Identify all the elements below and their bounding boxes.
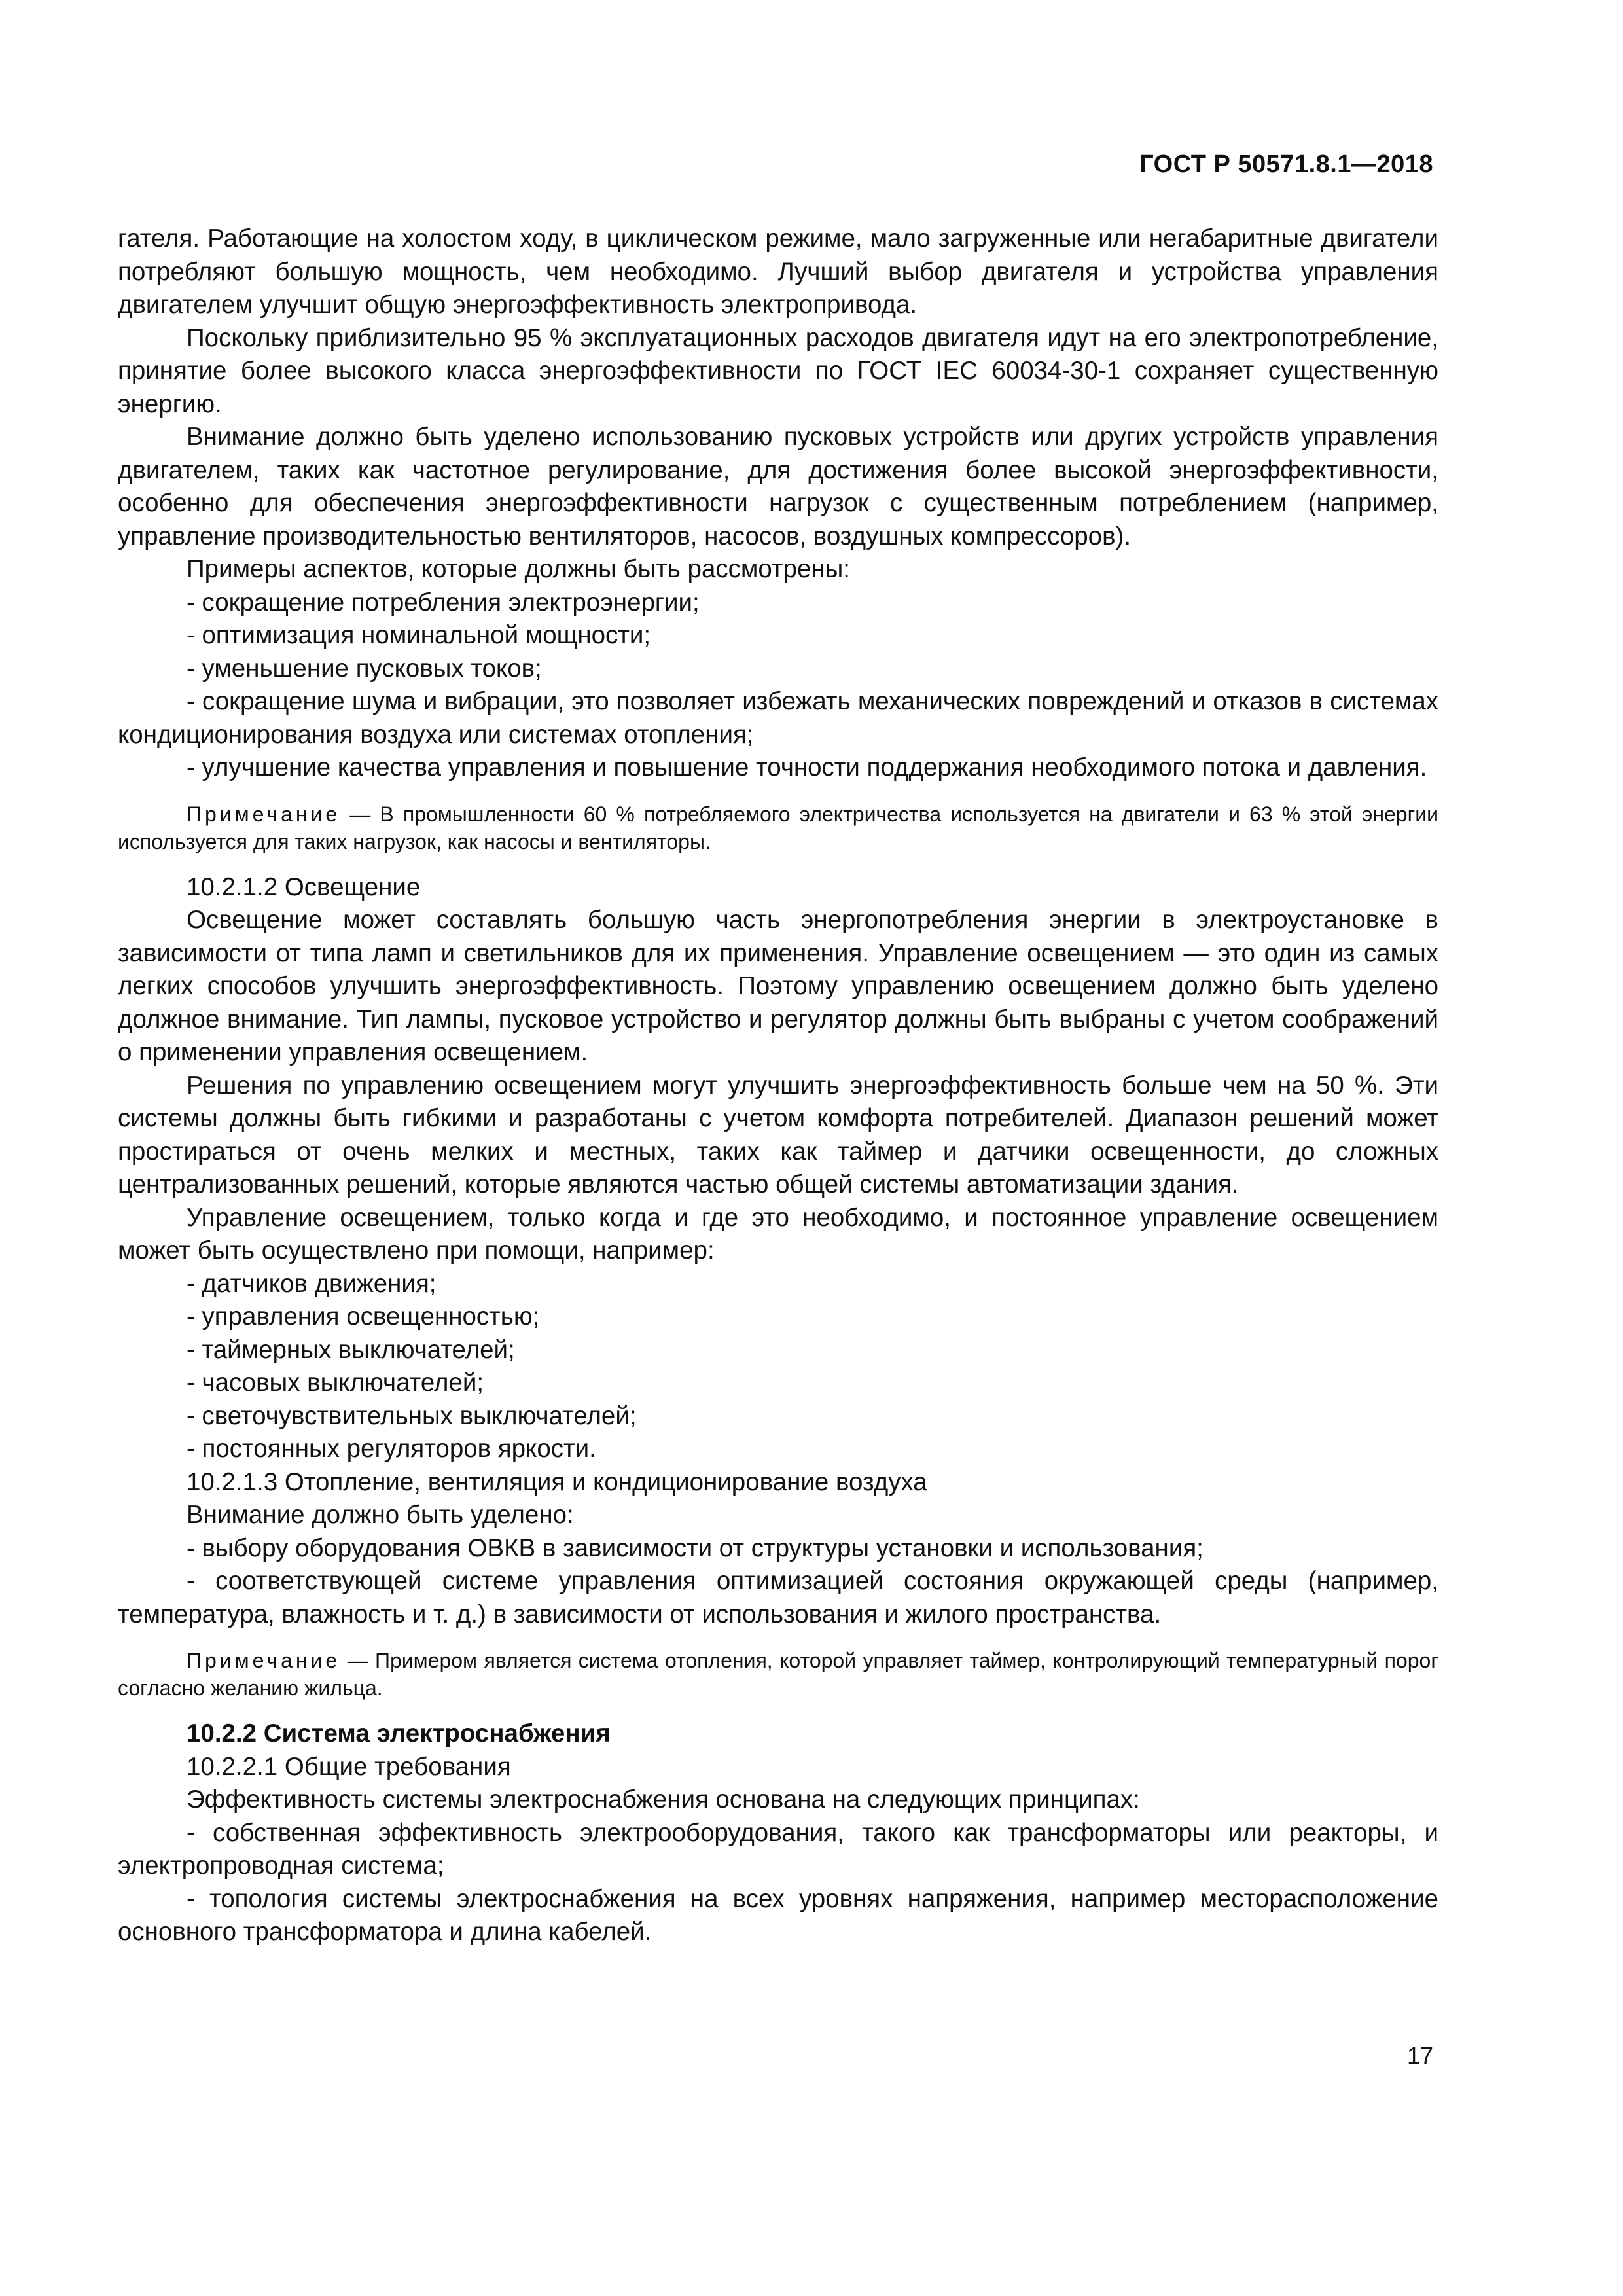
paragraph: Внимание должно быть уделено использованию пусковых устройств или других устройств управления двигателем, таких как частотное регулирование, для достижения более высокой энергоэффективности, особенно для обеспечения энергоэффективности нагрузок с существенным потреблением (например, управление производительностью вентиляторов, насосов, воздушных компрессоров).: [118, 423, 1438, 550]
list-hvac: [118, 1532, 1438, 1632]
page-number: 17: [1406, 2042, 1433, 2069]
list-item: - светочувствительных выключателей;: [187, 1401, 637, 1430]
note-text: — Примером является система отопления, которой управляет таймер, контролирующий температурный порог согласно желанию жильца.: [118, 1649, 1438, 1700]
paragraph: Управление освещением, только когда и где это необходимо, и постоянное управление освещением может быть осуществлено при помощи, например:: [118, 1203, 1438, 1265]
note-label: Примечание: [187, 1649, 341, 1672]
paragraph: Освещение может составлять большую часть энергопотребления энергии в электроустановке в зависимости от типа ламп и светильников для их применения. Управление освещением — это один из самых легких способов улучшить энергоэффективность. Поэтому управлению освещением должно быть уделено должное внимание. Тип лампы, пусковое устройство и регулятор должны быть выбраны с учетом соображений о применении управления освещением.: [118, 906, 1438, 1066]
list-item: - таймерных выключателей;: [187, 1335, 515, 1364]
section-heading: 10.2.1.2 Освещение: [187, 872, 421, 901]
list-item: - уменьшение пусковых токов;: [187, 654, 542, 683]
note-text: — В промышленности 60 % потребляемого электричества используется на двигатели и 63 % этой энергии используется для таких нагрузок, как насосы и вентиляторы.: [118, 802, 1438, 853]
list-item: - оптимизация номинальной мощности;: [187, 621, 651, 649]
list-item: - датчиков движения;: [187, 1269, 437, 1298]
paragraph: Примеры аспектов, которые должны быть рассмотрены:: [187, 555, 850, 583]
list-item: - улучшение качества управления и повышение точности поддержания необходимого потока и давления.: [187, 753, 1427, 781]
list-item: - выбору оборудования ОВКВ в зависимости от структуры установки и использования;: [187, 1534, 1204, 1562]
page-content: [118, 223, 1438, 1949]
section-heading: 10.2.2.1 Общие требования: [187, 1752, 511, 1781]
paragraph: Решения по управлению освещением могут улучшить энергоэффективность больше чем на 50 %. Эти системы должны быть гибкими и разработаны с учетом комфорта потребителей. Диапазон решений может простираться от очень мелких и местных, таких как таймер и датчики освещенности, до сложных централизованных решений, которые являются частью общей системы автоматизации здания.: [118, 1071, 1438, 1198]
paragraph: Эффективность системы электроснабжения основана на следующих принципах:: [187, 1785, 1140, 1814]
paragraph: гателя. Работающие на холостом ходу, в циклическом режиме, мало загруженные или негабаритные двигатели потребляют большую мощность, чем необходимо. Лучший выбор двигателя и устройства управления двигателем улучшит общую энергоэффективность электропривода.: [118, 224, 1438, 319]
paragraph: Поскольку приблизительно 95 % эксплуатационных расходов двигателя идут на его электропотребление, принятие более высокого класса энергоэффективности по ГОСТ IEC 60034-30-1 сохраняет существенную энергию.: [118, 323, 1438, 418]
list-power-supply: [118, 1817, 1438, 1949]
list-item: - управления освещенностью;: [187, 1302, 540, 1331]
list-item: - собственная эффективность электрооборудования, такого как трансформаторы или реакторы, и электропроводная система;: [118, 1818, 1438, 1880]
list-item: - постоянных регуляторов яркости.: [187, 1435, 596, 1463]
list-item: - часовых выключателей;: [187, 1369, 484, 1397]
section-heading-bold: 10.2.2 Система электроснабжения: [187, 1719, 611, 1748]
list-aspects: [118, 586, 1438, 785]
section-heading: 10.2.1.3 Отопление, вентиляция и кондиционирование воздуха: [187, 1467, 927, 1496]
list-item: - сокращение потребления электроэнергии;: [187, 588, 700, 617]
note-label: Примечание: [187, 802, 341, 826]
list-item: - соответствующей системе управления оптимизацией состояния окружающей среды (например, температура, влажность и т. д.) в зависимости от использования и жилого пространства.: [118, 1567, 1438, 1628]
paragraph: Внимание должно быть уделено:: [187, 1501, 574, 1529]
list-item: - сокращение шума и вибрации, это позволяет избежать механических повреждений и отказов в системах кондиционирования воздуха или системах отопления;: [118, 687, 1438, 749]
list-item: - топология системы электроснабжения на всех уровнях напряжения, например месторасположение основного трансформатора и длина кабелей.: [118, 1884, 1438, 1946]
standard-header: ГОСТ Р 50571.8.1—2018: [1139, 151, 1433, 178]
note: [118, 1647, 1438, 1702]
note: [118, 800, 1438, 855]
list-lighting-control: [118, 1268, 1438, 1466]
